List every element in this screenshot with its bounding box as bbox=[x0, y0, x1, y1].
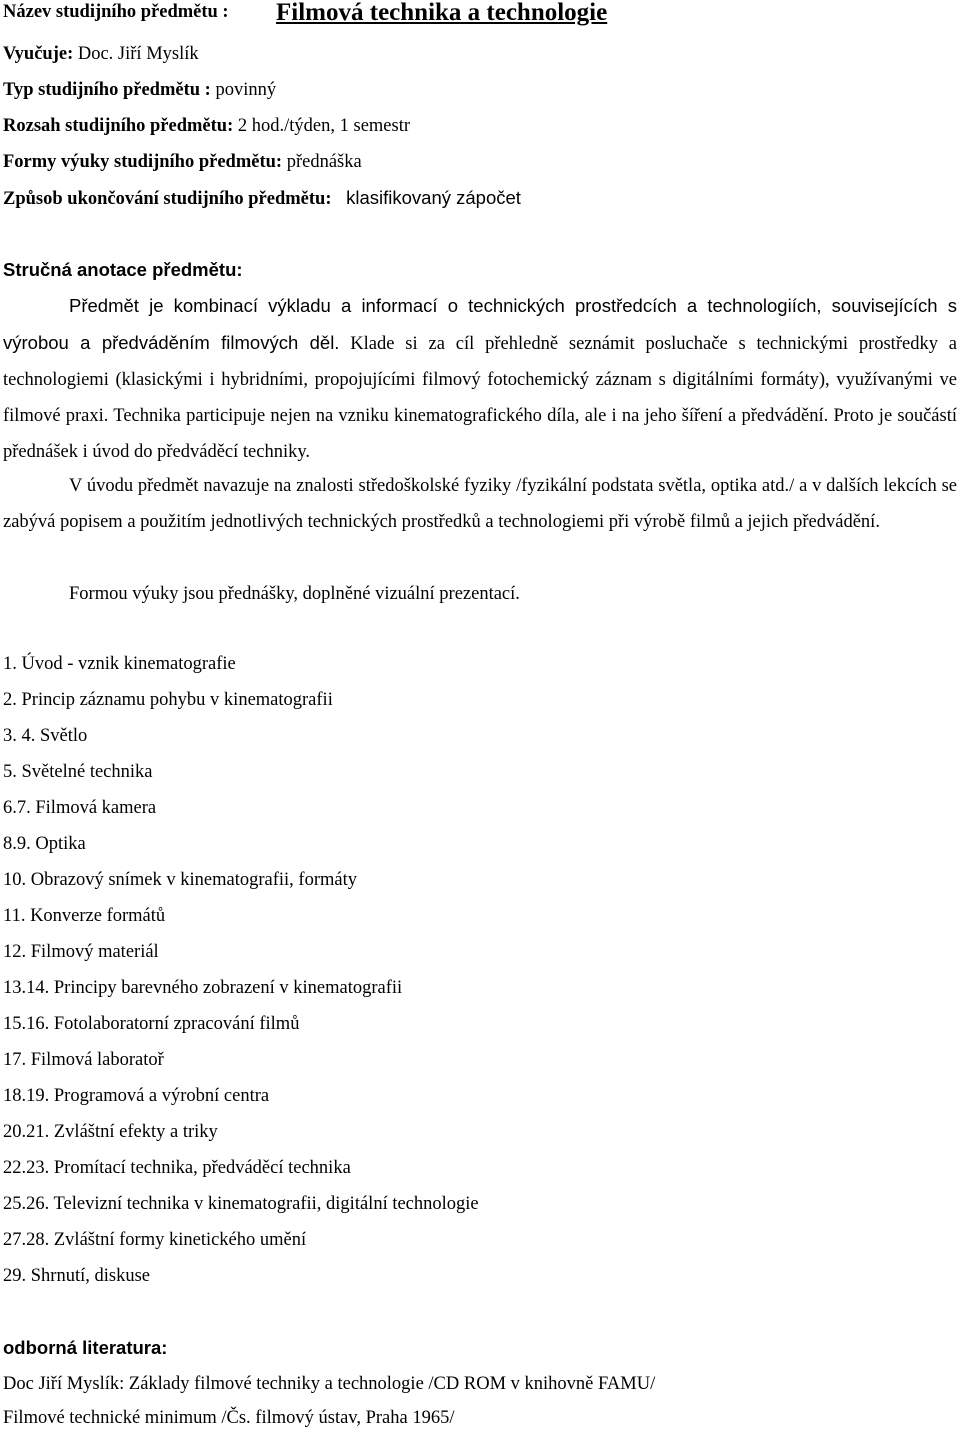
annotation-paragraph-1-lead: Předmět je kombinací výkladu a informací o technických prostředcích a technologiích, souvisejících s výrobou a předváděním filmových děl. bbox=[3, 295, 957, 353]
topic-item: 17. Filmová laboratoř bbox=[3, 1050, 164, 1070]
annotation-paragraph-2: V úvodu předmět navazuje na znalosti středoškolské fyziky /fyzikální podstata světla, optika atd./ a v dalších lekcích se zabývá popisem a použitím jednotlivých technických prostředků a technologiemi při výrobě filmů a jejich předvádění. bbox=[3, 476, 957, 532]
type-label: Typ studijního předmětu : bbox=[3, 80, 211, 100]
annotation-paragraph-1-rest: Klade si za cíl přehledně seznámit posluchače s technickými prostředky a technologiemi (klasickými i hybridními, propojujícími filmový fotochemický záznam s digitálními formáty), využívanými ve filmové praxi. Technika participuje nejen na vzniku kinematografického díla, ale i na jeho šíření a předvádění. Proto je součástí přednášek i úvod do předváděcí techniky. bbox=[3, 334, 957, 462]
topic-item: 10. Obrazový snímek v kinematografii, formáty bbox=[3, 870, 357, 890]
topic-item: 8.9. Optika bbox=[3, 834, 86, 854]
annotation-paragraph-3: Formou výuky jsou přednášky, doplněné vizuální prezentací. bbox=[69, 584, 520, 604]
literature-item: Filmové technické minimum /Čs. filmový ústav, Praha 1965/ bbox=[3, 1408, 455, 1428]
teacher-label: Vyučuje: bbox=[3, 44, 74, 64]
annotation-heading: Stručná anotace předmětu: bbox=[3, 259, 243, 280]
topic-item: 12. Filmový materiál bbox=[3, 942, 159, 962]
scope-label: Rozsah studijního předmětu: bbox=[3, 116, 234, 136]
topic-item: 3. 4. Světlo bbox=[3, 726, 88, 746]
scope-row bbox=[3, 114, 410, 138]
forms-row bbox=[3, 150, 362, 174]
topic-item: 6.7. Filmová kamera bbox=[3, 798, 157, 818]
topic-item: 22.23. Promítací technika, předváděcí technika bbox=[3, 1158, 351, 1178]
completion-value: klasifikovaný zápočet bbox=[346, 187, 521, 208]
topic-item: 18.19. Programová a výrobní centra bbox=[3, 1086, 270, 1106]
topic-item: 13.14. Principy barevného zobrazení v kinematografii bbox=[3, 978, 403, 998]
annotation-paragraph-1 bbox=[3, 288, 957, 470]
forms-label: Formy výuky studijního předmětu: bbox=[3, 152, 283, 172]
completion-label: Způsob ukončování studijního předmětu: bbox=[3, 189, 332, 209]
completion-row bbox=[3, 186, 521, 211]
teacher-row bbox=[3, 42, 199, 66]
topic-item: 11. Konverze formátů bbox=[3, 906, 166, 926]
course-name-label: Název studijního předmětu : bbox=[3, 2, 229, 22]
teacher-value: Doc. Jiří Myslík bbox=[77, 44, 199, 64]
course-title: Filmová technika a technologie bbox=[276, 0, 608, 26]
literature-item: Doc Jiří Myslík: Základy filmové techniky a technologie /CD ROM v knihovně FAMU/ bbox=[3, 1374, 656, 1394]
type-row bbox=[3, 78, 276, 102]
topic-item: 25.26. Televizní technika v kinematografii, digitální technologie bbox=[3, 1194, 479, 1214]
topic-item: 15.16. Fotolaboratorní zpracování filmů bbox=[3, 1014, 300, 1034]
forms-value: přednáška bbox=[286, 152, 362, 172]
topic-item: 5. Světelné technika bbox=[3, 762, 153, 782]
topic-item: 2. Princip záznamu pohybu v kinematografii bbox=[3, 690, 333, 710]
topic-item: 29. Shrnutí, diskuse bbox=[3, 1266, 150, 1286]
scope-value: 2 hod./týden, 1 semestr bbox=[237, 116, 411, 136]
topic-item: 1. Úvod - vznik kinematografie bbox=[3, 654, 236, 674]
literature-heading: odborná literatura: bbox=[3, 1337, 168, 1358]
topic-item: 27.28. Zvláštní formy kinetického umění bbox=[3, 1230, 307, 1250]
type-value: povinný bbox=[215, 80, 277, 100]
topic-item: 20.21. Zvláštní efekty a triky bbox=[3, 1122, 218, 1142]
